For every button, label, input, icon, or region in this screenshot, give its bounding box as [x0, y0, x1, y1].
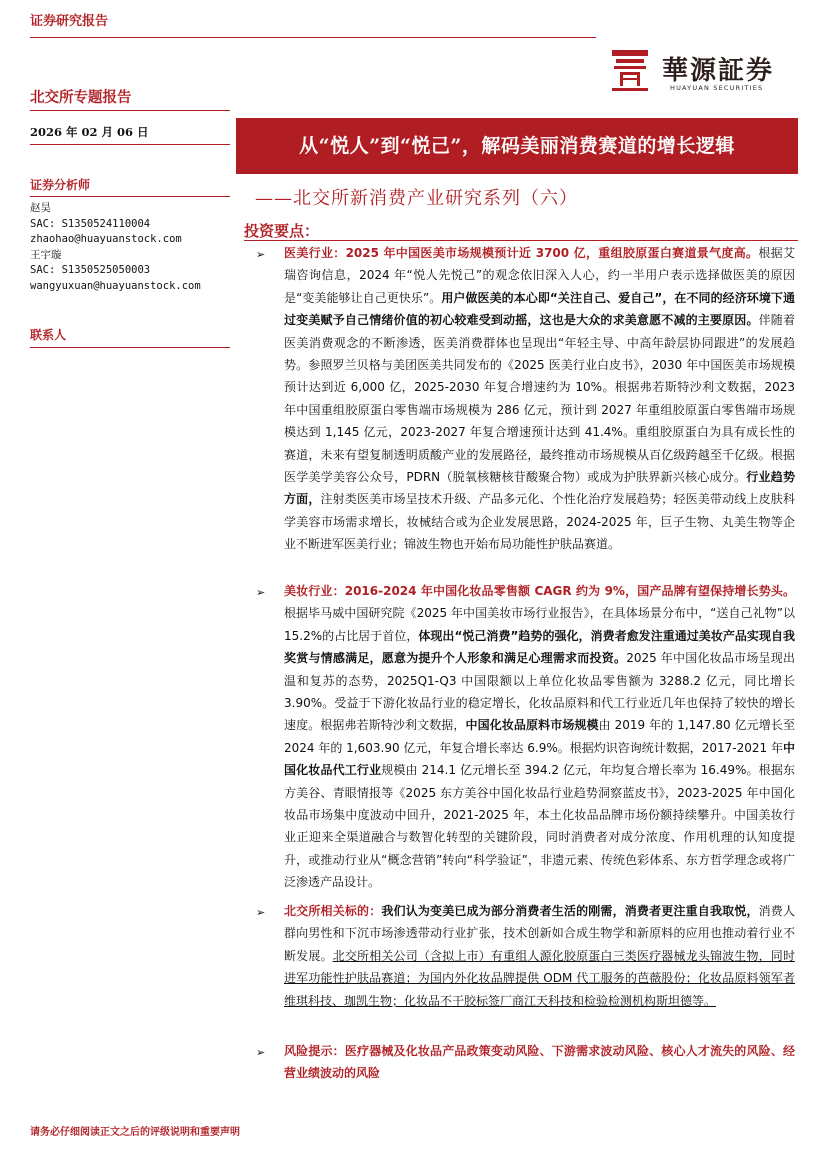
company-logo — [610, 48, 800, 100]
analyst-heading: 证券分析师 — [30, 176, 230, 197]
divider — [30, 144, 230, 145]
analyst-email[interactable]: wangyuxuan@huayuanstock.com — [30, 279, 201, 292]
analyst-sac: SAC: S1350525050003 — [30, 264, 151, 276]
divider — [30, 110, 230, 111]
section-head: 医美行业：2025 年中国医美市场规模预计近 3700 亿，重组胶原蛋白赛道景气度高。 — [284, 246, 759, 260]
section-head: 美妆行业：2016-2024 年中国化妆品零售额 CAGR 约为 9%，国产品牌有望保持增长势头。 — [284, 584, 795, 598]
report-date: 2026 年 02 月 06 日 — [30, 125, 149, 139]
key-point-risks — [284, 1040, 795, 1085]
section-head: 北交所相关标的： — [284, 904, 382, 918]
key-point-medical-aesthetics: 医美行业：2025 年中国医美市场规模预计近 3700 亿，重组胶原蛋白赛道景气度高。根据艾瑞咨询信息，2024 年“悦人先悦己”的观念依旧深入人心，约一半用户表示选择做医美的原因是“变美能够让自己更快乐”。用户做医美的本心即“关注自己、爱自己”，在不同的经济环境下通过变美赋予自己情绪价值的初心较难受到动摇，这也是大众的求美意愿不减的主要原因。伴随着医美消费观念的不断渗透，医美消费群体也呈现出“年轻主导、中高年龄层协同跟进”的发展趋势。参照罗兰贝格与美团医美共同发布的《2025 医美行业白皮书》，2030 年中国医美市场规模预计达到近 6,000 亿，2025-2030 年复合增速约为 10%。根据弗若斯特沙利文数据，2023 年中国重组胶原蛋白零售端市场规模为 286 亿元，预计到 2027 年重组胶原蛋白零售端市场规模达到 1,145 亿元，2023-2027 年复合增速预计达到 41.4%。重组胶原蛋白为具有成长性的赛道，未来有望复制透明质酸产业的发展路径，最终推动市场规模从百亿级跨越至千亿级。根据医学美学美容公众号，PDRN（脱氧核糖核苷酸聚合物）或成为护肤界新兴核心成分。行业趋势方面，注射类医美市场呈技术升级、产品多元化、个性化治疗发展趋势；轻医美带动线上皮肤科学美容市场需求增长，妆械结合或为企业发展思路，2024-2025 年，巨子生物、丸美生物等企业不断进军医美行业；锦波生物也开始布局功能性护肤品赛道。 — [284, 246, 795, 552]
logo-mark-icon — [610, 48, 650, 92]
divider — [244, 240, 798, 241]
bullet-arrow-icon: ➢ — [256, 906, 266, 919]
section-head: 风险提示：医疗器械及化妆品产品政策变动风险、下游需求波动风险、核心人才流失的风险、经营业绩波动的风险 — [284, 1044, 795, 1081]
key-point-bse-targets: 北交所相关标的：我们认为变美已成为部分消费者生活的刚需，消费者更注重自我取悦，消费人群向男性和下沉市场渗透带动行业扩张，技术创新如合成生物学和新原料的应用也推动着行业不断发展。北交所相关公司（含拟上市）有重组人源化胶原蛋白三类医疗器械龙头锦波生物，同时进军功能性护肤品赛道；为国内外化妆品牌提供 ODM 代工服务的芭薇股份；化妆品原料领军者维琪科技、珈凯生物；化妆品不干胶标签厂商江天科技和检验检测机构斯坦德等。 — [284, 904, 795, 1008]
report-title: 从“悦人”到“悦己”，解码美丽消费赛道的增长逻辑 — [299, 135, 735, 157]
analyst-name: 王宇璇 — [30, 248, 62, 261]
key-points-heading: 投资要点： — [244, 222, 320, 240]
analyst-name: 赵昊 — [30, 202, 51, 214]
logo-name-cn: 華源証券 — [662, 56, 775, 86]
key-point-cosmetics: 美妆行业：2016-2024 年中国化妆品零售额 CAGR 约为 9%，国产品牌有望保持增长势头。根据毕马威中国研究院《2025 年中国美妆市场行业报告》，在具体场景分布中，“送自己礼物”以 15.2%的占比居于首位，体现出“悦己消费”趋势的强化，消费者愈发注重通过美妆产品实现自我奖赏与情感满足，愿意为提升个人形象和满足心理需求而投资。2025 年中国化妆品市场呈现出温和复苏的态势，2025Q1-Q3 中国限额以上单位化妆品零售额为 3288.2 亿元，同比增长 3.90%。受益于下游化妆品行业的稳定增长，化妆品原料和代工行业近几年也保持了较快的增长速度。根据弗若斯特沙利文数据，中国化妆品原料市场规模由 2019 年的 1,147.80 亿元增长至 2024 年的 1,603.90 亿元，年复合增长率达 6.9%。根据灼识咨询统计数据，2017-2021 年中国化妆品代工行业规模由 214.1 亿元增长至 394.2 亿元，年均复合增长率为 16.49%。根据东方美谷、青眼情报等《2025 东方美谷中国化妆品行业趋势洞察蓝皮书》，2023-2025 年中国化妆品市场集中度波动中回升，2021-2025 年，本土化妆品品牌市场份额持续攀升。中国美妆行业正迎来全渠道融合与数智化转型的关键阶段，同时消费者对成分浓度、作用机理的认知度提升，或推动行业从“概念营销”转向“科学验证”，非遗元素、传统色彩体系、东方哲学理念或将广泛渗透产品设计。 — [284, 584, 795, 890]
contact-heading: 联系人 — [30, 326, 230, 348]
bullet-arrow-icon: ➢ — [256, 586, 266, 599]
bullet-arrow-icon: ➢ — [256, 248, 266, 261]
analyst-email[interactable]: zhaohao@huayuanstock.com — [30, 233, 182, 245]
logo-name-en: HUAYUAN SECURITIES — [670, 84, 764, 92]
analyst-section — [30, 176, 230, 294]
report-category-label: 证券研究报告 — [30, 14, 109, 29]
top-divider — [30, 37, 596, 38]
title-banner — [236, 118, 798, 174]
footer-disclaimer: 请务必仔细阅读正文之后的评级说明和重要声明 — [30, 1127, 240, 1138]
analyst-sac: SAC: S1350524110004 — [30, 217, 151, 230]
report-subtitle: ——北交所新消费产业研究系列（六） — [255, 188, 578, 209]
report-type: 北交所专题报告 — [30, 89, 132, 106]
bullet-arrow-icon: ➢ — [256, 1046, 266, 1059]
